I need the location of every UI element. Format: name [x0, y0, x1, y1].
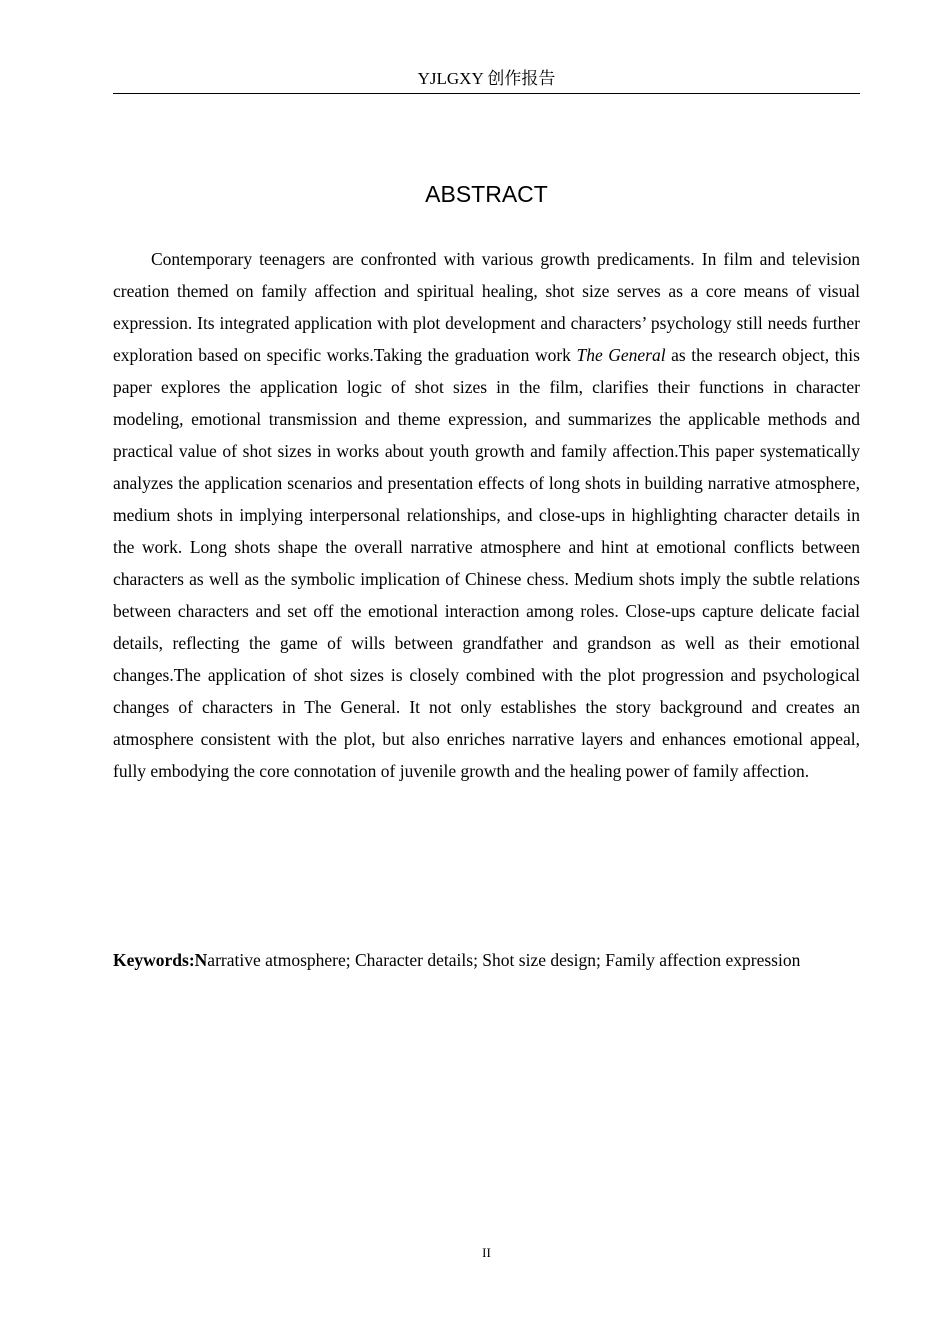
- keywords-paragraph: [113, 944, 860, 976]
- abstract-paragraph: [113, 243, 860, 787]
- abstract-text-part-1: Contemporary teenagers are confronted with various growth predicaments. In film and television creation themed on family affection and spiritual healing, shot size serves as a core means of visual expression. Its integrated application with plot development and characters’ psychology still needs further exploration based on specific works.Taking the graduation work: [113, 249, 860, 365]
- running-title: YJLGXY 创作报告: [417, 69, 556, 88]
- keywords-text: arrative atmosphere; Character details; Shot size design; Family affection expression: [207, 950, 801, 970]
- abstract-title: ABSTRACT: [425, 181, 548, 207]
- abstract-text-part-2: as the research object, this paper explores the application logic of shot sizes in the film, clarifies their functions in character modeling, emotional transmission and theme expression, and summarizes the applicable methods and practical value of shot sizes in works about youth growth and family affection.This paper systematically analyzes the application scenarios and presentation effects of long shots in building narrative atmosphere, medium shots in implying interpersonal relationships, and close-ups in highlighting character details in the work. Long shots shape the overall narrative atmosphere and hint at emotional conflicts between characters as well as the symbolic implication of Chinese chess. Medium shots imply the subtle relations between characters and set off the emotional interaction among roles. Close-ups capture delicate facial details, reflecting the game of wills between grandfather and grandson as well as their emotional changes.The application of shot sizes is closely combined with the plot progression and psychological changes of characters in The General. It not only establishes the story background and creates an atmosphere consistent with the plot, but also enriches narrative layers and enhances emotional appeal, fully embodying the core connotation of juvenile growth and the healing power of family affection.: [113, 345, 860, 781]
- page-number: II: [482, 1245, 491, 1260]
- keywords-label: Keywords:N: [113, 950, 208, 970]
- page-header: [113, 68, 860, 94]
- work-title: The General: [576, 345, 666, 365]
